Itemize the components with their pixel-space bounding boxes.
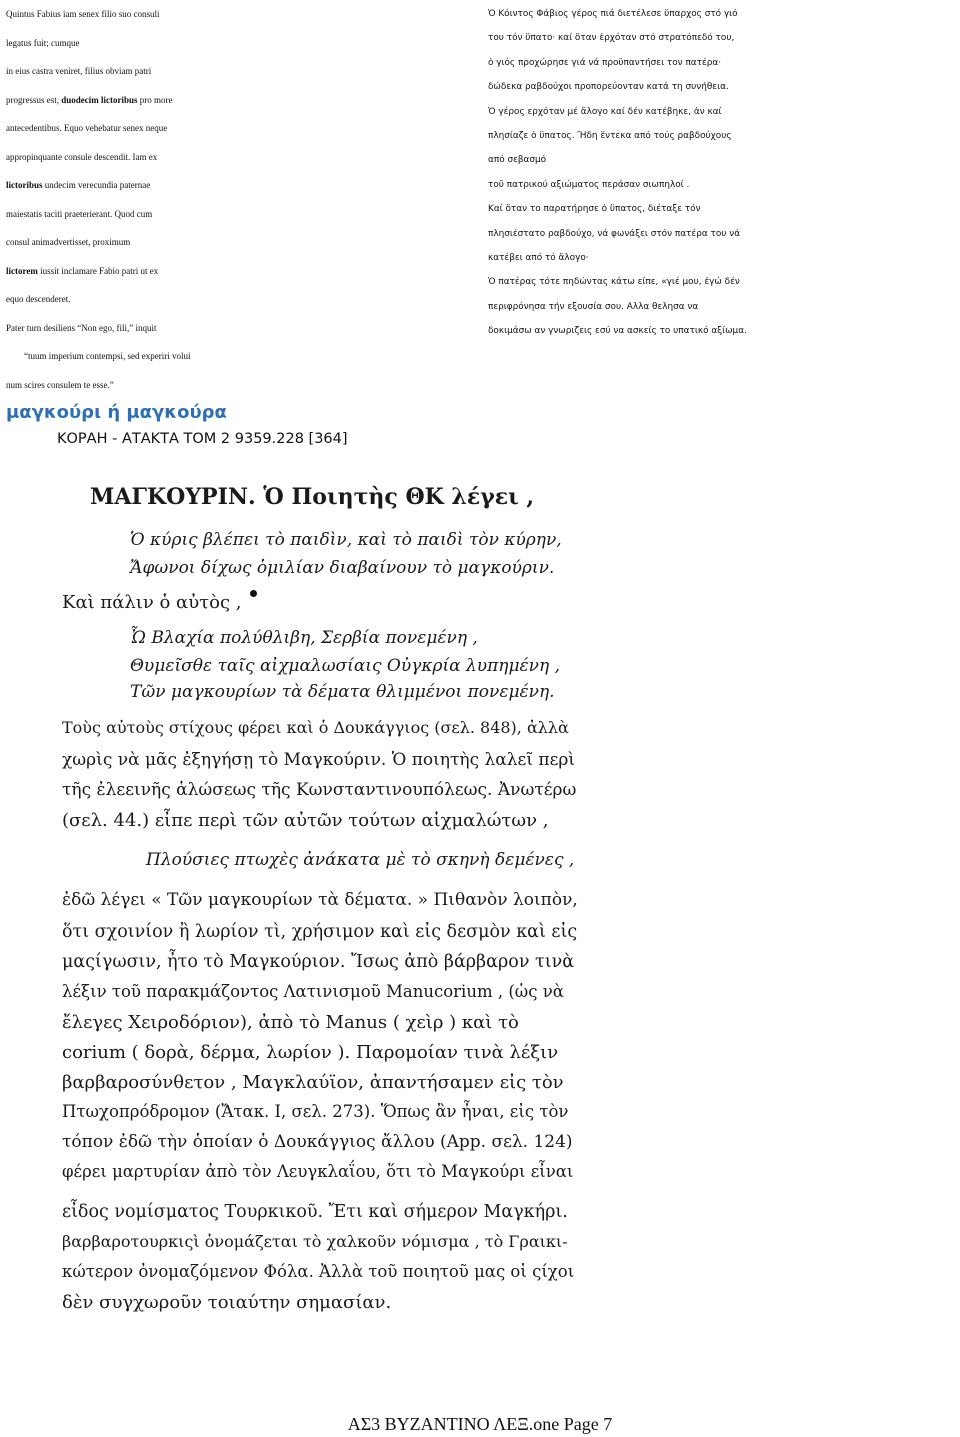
scan-verse-line: Πλούσιες πτωχὲς ἀνάκατα μὲ τὸ σκηνὴ δεμένες , — [146, 850, 575, 870]
scan-text-line: μαςίγωσιν, ἦτο τὸ Μαγκούριον. Ἴσως ἀπὸ βάρβαρον τινὰ — [62, 952, 575, 972]
latin-line — [6, 86, 478, 115]
greek-line: Ὁ Κόιντος Φάβιος γέρος πιά διετέλεσε ὕπαρχος στό γιό — [488, 9, 738, 19]
latin-line: Quintus Fabius iam senex filio suo consuli — [6, 9, 160, 19]
scan-verse-line: Τῶν μαγκουρίων τὰ δέματα θλιμμένοι πονεμένη. — [130, 682, 555, 702]
scan-text-line: Καὶ πάλιν ὁ αὐτὸς , — [62, 592, 242, 613]
scan-text-line: ἐδῶ λέγει « Τῶν μαγκουρίων τὰ δέματα. » Πιθανὸν λοιπὸν, — [62, 890, 578, 910]
source-reference: ΚΟΡΑΗ - ΑΤΑΚΤΑ ΤΟΜ 2 9359.228 [364] — [57, 431, 348, 447]
scan-text-line: τόπον ἐδῶ τὴν ὁποίαν ὁ Δουκάγγιος ἄλλου (App. σελ. 124) — [62, 1132, 573, 1152]
latin-line: equo descenderet. — [6, 294, 71, 304]
greek-line: Καί ὅταν το παρατήρησε ὁ ὕπατος, διέταξε τόν — [488, 204, 701, 215]
greek-line: δώδεκα ραβδούχοι προπορεύονταν κατά τη συνήθεια. — [488, 82, 729, 93]
greek-line: του τόν ὕπατο· καί ὅταν ἐρχόταν στό στρατόπεδό του, — [488, 33, 735, 44]
ink-dot — [250, 590, 257, 597]
latin-line: num scires consulem te esse.” — [6, 379, 114, 390]
scan-text-line: κώτερον ὀνομαζόμενον Φόλα. Ἀλλὰ τοῦ ποιητοῦ μας οἱ ςίχοι — [62, 1262, 575, 1281]
greek-translation-block — [488, 2, 960, 344]
greek-line: κατέβει από τό ἄλογο· — [488, 253, 589, 264]
scan-text-line: corium ( δορὰ, δέρμα, λωρίον ). Παρομοίαν τινὰ λέξιν — [62, 1042, 559, 1063]
scan-text-line: ἔλεγες Χειροδόριον), ἀπὸ τὸ Manus ( χεὶρ ) καὶ τὸ — [62, 1012, 519, 1033]
latin-text: undecim verecundia paternae — [42, 180, 151, 190]
scan-text-line: βαρβαροσύνθετον , Μαγκλαύϊον, ἀπαντήσαμεν εἰς τὸν — [62, 1072, 564, 1093]
latin-line: antecedentibus. Equo vehebatur senex neque — [6, 123, 168, 133]
latin-line — [6, 257, 478, 286]
latin-bold-term: lictoribus — [6, 180, 43, 190]
page-footer: ΑΣ3 ΒΥΖΑΝΤΙΝΟ ΛΕΞ.one Page 7 — [347, 1414, 613, 1434]
latin-line: Pater turn desiliens “Non ego, fili,” inquit — [6, 322, 157, 333]
greek-line: Ὁ γέρος ερχόταν μέ ἄλογο καί δέν κατέβηκε, ἀν καί — [488, 106, 722, 117]
scan-text-line: ὅτι σχοινίον ἢ λωρίον τὶ, χρήσιμον καὶ εἰς δεσμὸν καὶ εἰς — [62, 922, 578, 942]
section-title: μαγκούρι ή μαγκούρα — [6, 402, 227, 423]
latin-line — [6, 171, 478, 200]
scan-text-line: φέρει μαρτυρίαν ἀπὸ τὸν Λευγκλαΐου, ὅτι τὸ Μαγκούρι εἶναι — [62, 1162, 574, 1181]
scan-text-line: εἶδος νομίσματος Τουρκικοῦ. Ἔτι καὶ σήμερον Μαγκήρι. — [62, 1202, 568, 1222]
scan-text-line: χωρὶς νὰ μᾶς ἐξηγήσῃ τὸ Μαγκούριν. Ὁ ποιητὴς λαλεῖ περὶ — [62, 750, 576, 770]
latin-text: progressus est, — [6, 94, 62, 105]
latin-line: appropinquante consule descendit. Iam ex — [6, 151, 158, 162]
greek-line: περιφρόνησα τήν εξουσία σου. Αλλα θελησα να — [488, 301, 699, 312]
latin-line: “tuum imperium contempsi, sed experiri volui — [24, 351, 191, 361]
scan-text-line: Τοὺς αὐτοὺς στίχους φέρει καὶ ὁ Δουκάγγιος (σελ. 848), ἀλλὰ — [62, 718, 569, 737]
greek-line: Ὁ πατέρας τότε πηδώντας κάτω είπε, «γιέ μου, ἐγώ δέν — [488, 277, 740, 288]
scan-text-line: (σελ. 44.) εἶπε περὶ τῶν αὐτῶν τούτων αἰχμαλώτων , — [62, 810, 549, 831]
greek-line: δοκιμάσω αν γνωριζεις εσύ να ασκείς το υπατικό αξίωμα. — [488, 326, 747, 337]
latin-line: in eius castra veniret, filius obviam patri — [6, 66, 152, 76]
latin-bold-term: duodecim lictoribus — [61, 94, 138, 105]
latin-line: legatus fuit; cumque — [6, 37, 80, 48]
latin-text: pro more — [137, 94, 173, 105]
scan-verse-line: Ὦ Βλαχία πολύθλιβη, Σερβία πονεμένη , — [130, 628, 478, 648]
latin-text-block — [6, 0, 478, 399]
latin-text: iussit inclamare Fabio patri ut ex — [37, 265, 159, 276]
greek-line: τοῦ πατρικού αξιώματος περάσαν σιωπηλοί . — [488, 179, 690, 190]
greek-line: πλησίαζε ὁ ὕπατος. Ἤδη ἕντεκα από τούς ραβδούχους — [488, 131, 732, 142]
latin-line: maiestatis taciti praeterierant. Quod cum — [6, 208, 153, 219]
greek-line: από σεβασμό — [488, 155, 547, 166]
scan-text-line: βαρβαροτουρκιςὶ ὀνομάζεται τὸ χαλκοῦν νόμισμα , τὸ Γραικι- — [62, 1232, 568, 1251]
scan-text-line: λέξιν τοῦ παρακμάζοντος Λατινισμοῦ Manucorium , (ὡς νὰ — [62, 982, 564, 1001]
scan-text-line: Πτωχοπρόδρομον (Ἄτακ. Ι, σελ. 273). Ὅπως ἂν ἦναι, εἰς τὸν — [62, 1102, 569, 1121]
greek-line: πλησιέστατο ραβδούχο, νά φωνάξει στόν πατέρα του νά — [488, 228, 741, 239]
scanned-dictionary-excerpt — [52, 470, 580, 1340]
scan-verse-line: Θυμεῖσθε ταῖς αἰχμαλωσίαις Οὐγκρία λυπημένη , — [130, 656, 560, 676]
scan-headword-line: ΜΑΓΚΟΥΡΙΝ. Ὁ Ποιητὴς ΘΚ λέγει , — [90, 484, 535, 510]
scan-text-line: τῆς ἐλεεινῆς ἁλώσεως τῆς Κωνσταντινουπόλεως. Ἀνωτέρω — [62, 780, 577, 800]
scan-verse-line: Ὁ κύρις βλέπει τὸ παιδὶν, καὶ τὸ παιδὶ τὸν κύρην, — [130, 530, 562, 550]
scan-text-line: δὲν συγχωροῦν τοιαύτην σημασίαν. — [62, 1292, 392, 1313]
greek-line: ὁ γιός προχώρησε γιά νά προϋπαντήσει τον πατέρα· — [488, 57, 722, 68]
latin-line: consul animadvertisset, proximum — [6, 237, 131, 247]
scan-verse-line: Ἄφωνοι δίχως ὁμιλίαν διαβαίνουν τὸ μαγκούριν. — [130, 558, 555, 578]
latin-bold-term: lictorem — [6, 265, 38, 276]
